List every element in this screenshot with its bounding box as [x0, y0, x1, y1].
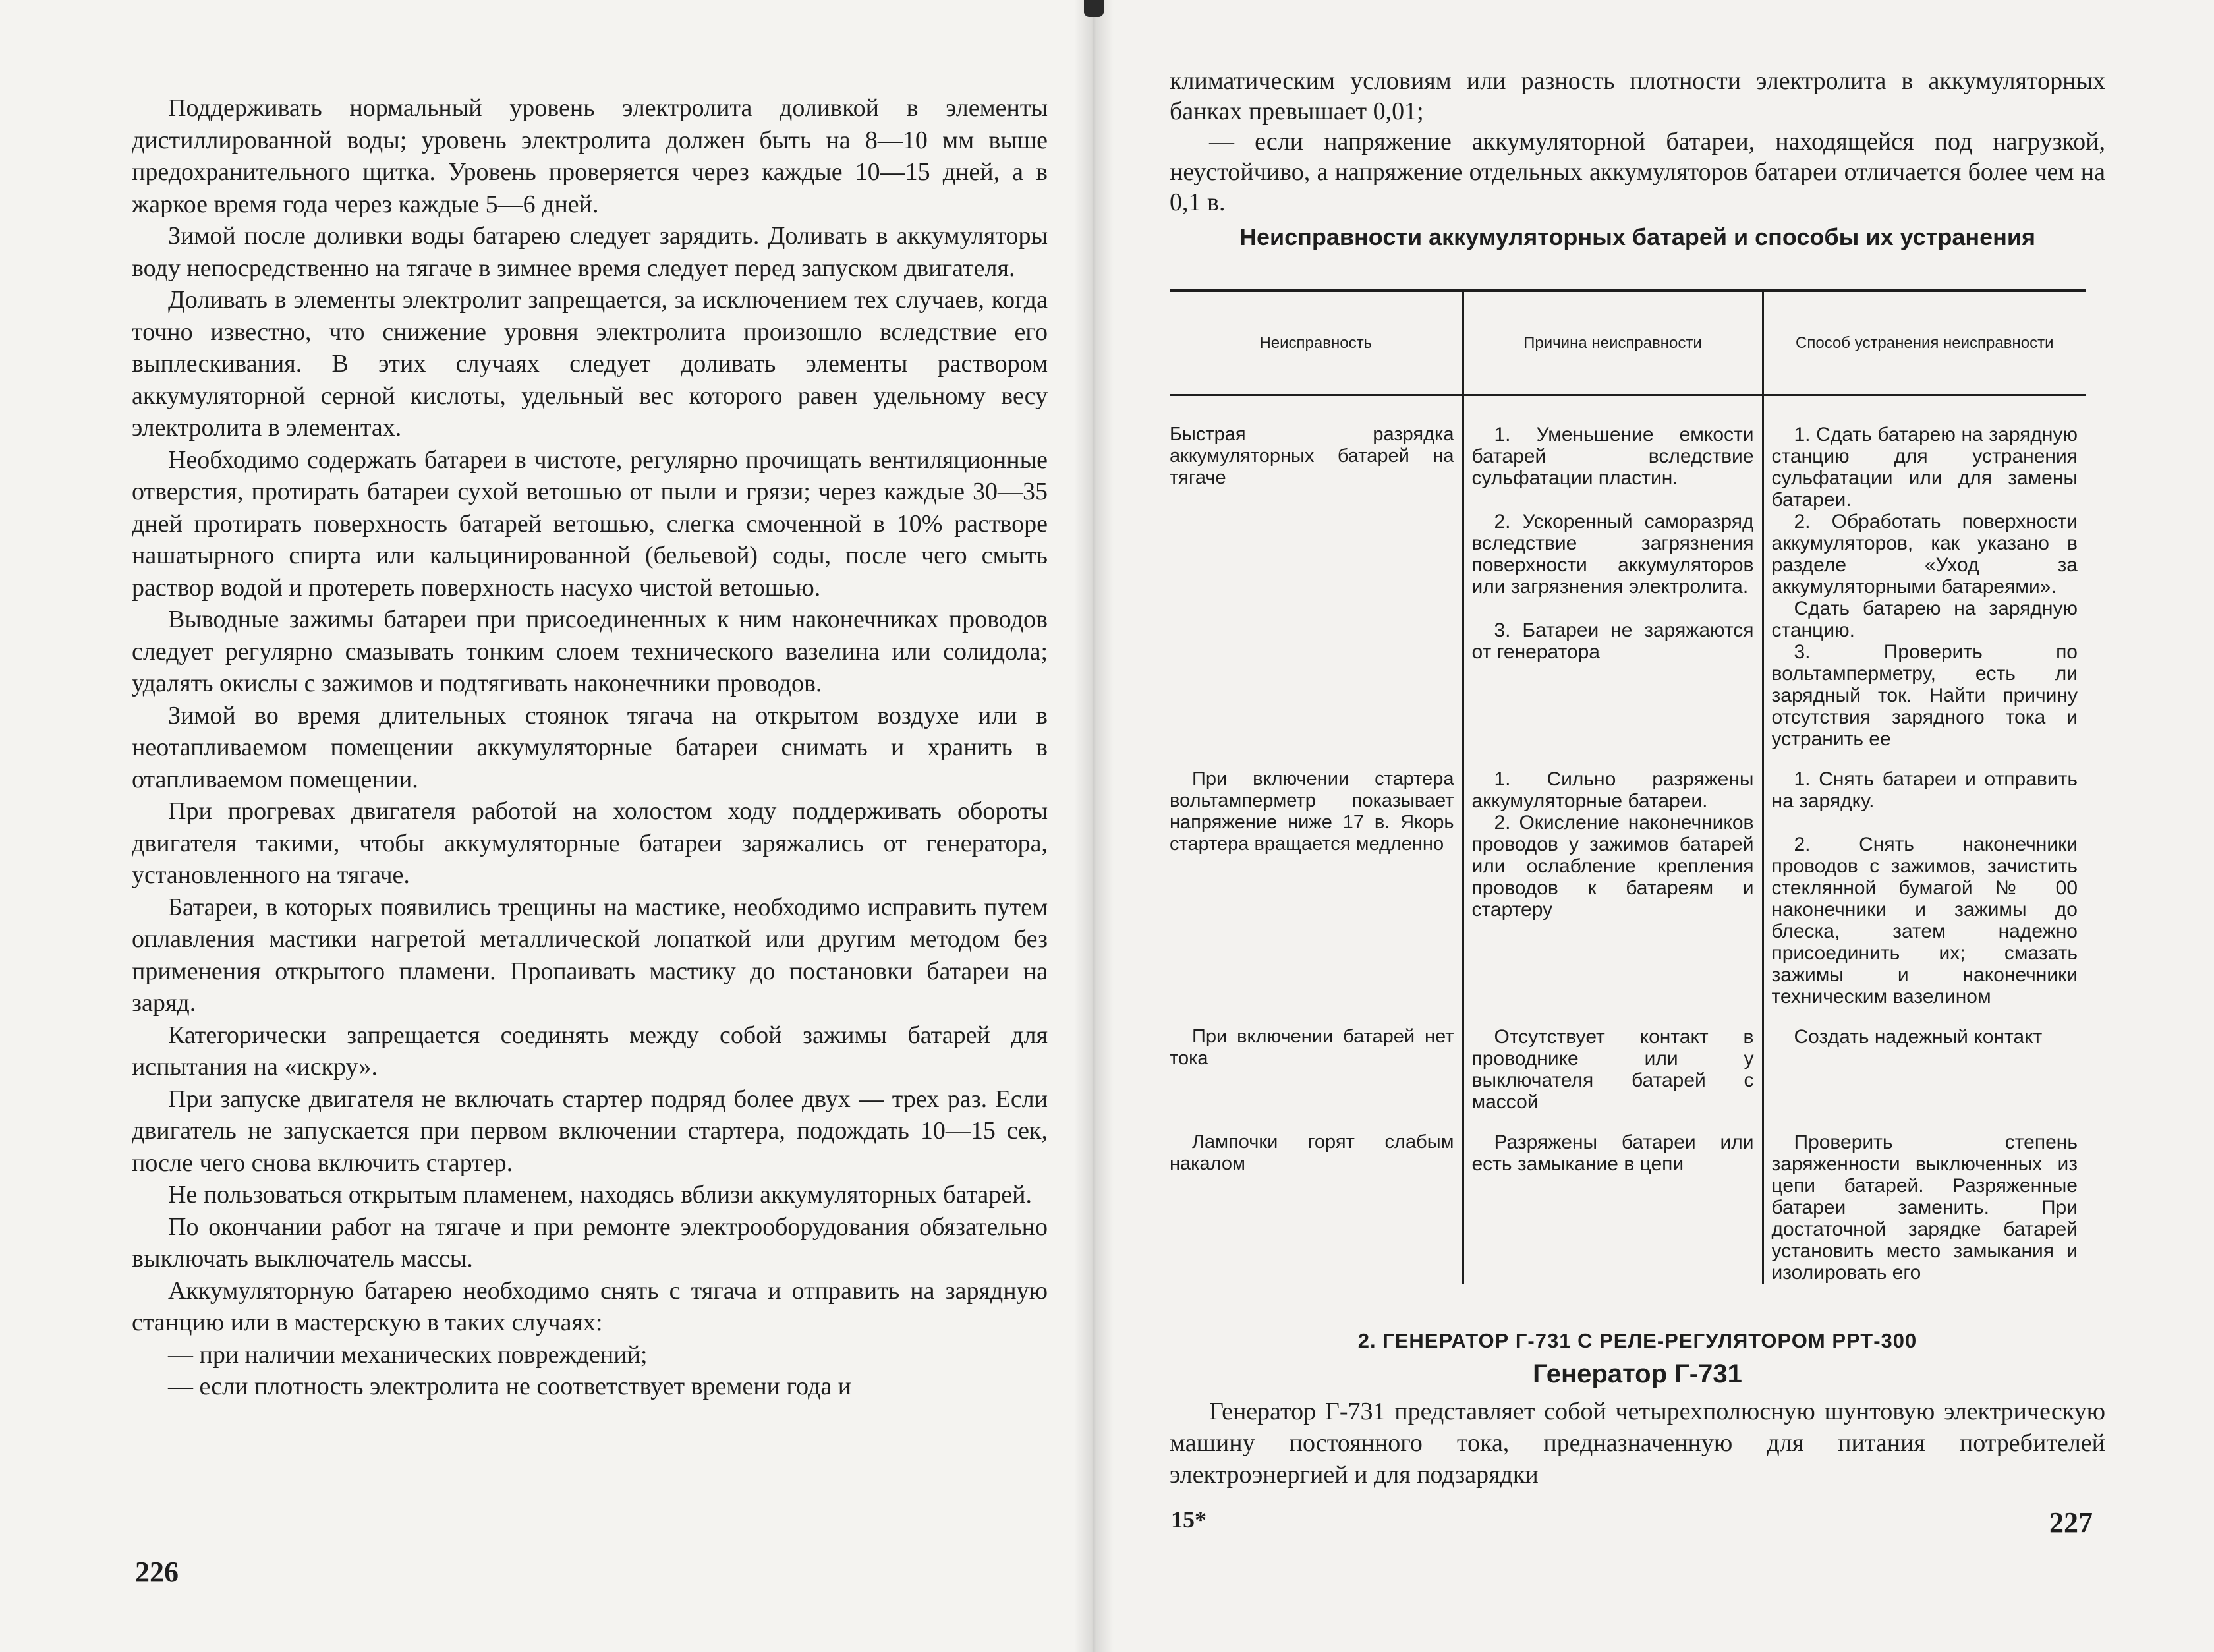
fault-text: При включении стартера вольтамперметр показывает напряжение ниже 17 в. Якорь стартера вращается медленно: [1170, 768, 1454, 855]
paragraph: Зимой во время длительных стоянок тягача на открытом воздухе или в неотапливаемом помещении аккумуляторные батареи снимать и хранить в отапливаемом помещении.: [132, 701, 1048, 793]
table-title: Неисправности аккумуляторных батарей и способы их устранения: [1239, 223, 2035, 250]
table-header-row: [1170, 291, 2086, 395]
list-item: — если напряжение аккумуляторной батареи, находящейся под нагрузкой, неустойчиво, а напряжение отдельных аккумуляторов батареи отличается более чем на 0,1 в.: [1170, 128, 2105, 216]
right-page-intro: [1170, 66, 2105, 217]
remedy-text: 2. Обработать поверхности аккумуляторов, как указано в разделе «Уход за аккумуляторными батареями».: [1771, 511, 2078, 598]
remedy-cell: [1763, 1008, 2086, 1113]
section-heading: 2. ГЕНЕРАТОР Г-731 С РЕЛЕ-РЕГУЛЯТОРОМ РРТ-300: [1357, 1329, 1917, 1352]
list-item: — если плотность электролита не соответствует времени года и: [168, 1373, 852, 1400]
fault-cell: [1170, 1008, 1463, 1113]
faults-table: [1170, 289, 2086, 1284]
fault-text: Лампочки горят слабым накалом: [1170, 1131, 1454, 1174]
column-header: Причина неисправности: [1463, 291, 1763, 395]
left-page-text: [132, 92, 1048, 1403]
remedy-text: 2. Снять наконечники проводов с зажимов, зачистить стеклянной бумагой № 00 наконечники и зажимы до блеска, затем надежно присоединить их; смазать зажимы и наконечники техническим вазелином: [1771, 834, 2078, 1008]
cause-cell: [1463, 1113, 1763, 1284]
cause-cell: [1463, 750, 1763, 1008]
cause-text: 1. Сильно разряжены аккумуляторные батареи.: [1471, 768, 1754, 812]
table-row: [1170, 1113, 2086, 1284]
remedy-text: 1. Снять батареи и отправить на зарядку.: [1771, 768, 2078, 812]
cause-text: Разряжены батареи или есть замыкание в цепи: [1471, 1131, 1754, 1175]
left-page: [0, 0, 1094, 1652]
remedy-cell: [1763, 750, 2086, 1008]
book-gutter: [1074, 0, 1114, 1652]
paragraph: климатическим условиям или разность плотности электролита в аккумуляторных банках превышает 0,01;: [1170, 67, 2105, 125]
column-header: Неисправность: [1170, 291, 1463, 395]
column-header: Способ устранения неисправности: [1763, 291, 2086, 395]
spine-shadow: [1084, 0, 1104, 17]
cause-text: 2. Ускоренный саморазряд вследствие загрязнения поверхности аккумуляторов или загрязнения электролита.: [1471, 511, 1754, 598]
paragraph: Выводные зажимы батареи при присоединенных к ним наконечниках проводов следует регулярно смазывать тонким слоем технического вазелина или солидола; удалять окислы с зажимов и подтягивать наконечники проводов.: [132, 606, 1048, 697]
fault-text: При включении батарей нет тока: [1170, 1026, 1454, 1069]
remedy-text: Сдать батарею на зарядную станцию.: [1771, 598, 2078, 641]
paragraph: По окончании работ на тягаче и при ремонте электрооборудования обязательно выключать выключатель массы.: [132, 1212, 1048, 1272]
remedy-text: 1. Сдать батарею на зарядную станцию для устранения сульфатации или для замены батареи.: [1771, 424, 2078, 511]
paragraph: Доливать в элементы электролит запрещается, за исключением тех случаев, когда точно известно, что снижение уровня электролита произошло вследствие его выплескивания. В этих случаях следует доливать элементы раствором аккумуляторной серной кислоты, удельный вес которого равен удельному весу электролита в элементах.: [132, 286, 1048, 441]
cause-text: 3. Батареи не заряжаются от генератора: [1471, 619, 1754, 663]
right-page: [1094, 0, 2214, 1652]
paragraph: Генератор Г-731 представляет собой четырехполюсную шунтовую электрическую машину постоянного тока, предназначенную для питания потребителей электроэнергией и для подзарядки: [1170, 1398, 2105, 1489]
remedy-cell: [1763, 1113, 2086, 1284]
cause-text: 2. Окисление наконечников проводов у зажимов батарей или ослабление крепления проводов к батареям и стартеру: [1471, 812, 1754, 921]
paragraph: Категорически запрещается соединять между собой зажимы батарей для испытания на «искру».: [132, 1021, 1048, 1081]
right-page-text: [1170, 1396, 2105, 1491]
page-number: 226: [135, 1556, 179, 1588]
paragraph: Батареи, в которых появились трещины на мастике, необходимо исправить путем оплавления мастики нагретой металлической лопаткой или другим методом без применения открытого пламени. Пропаивать мастику до постановки батареи на заряд.: [132, 893, 1048, 1017]
signature-mark: 15*: [1171, 1506, 1206, 1533]
fault-cell: [1170, 750, 1463, 1008]
table-row: [1170, 395, 2086, 751]
paragraph: При запуске двигателя не включать стартер подряд более двух — трех раз. Если двигатель не запускается при первом включении стартера, подождать 10—15 сек, после чего снова включить стартер.: [132, 1085, 1048, 1177]
cause-text: Отсутствует контакт в проводнике или у выключателя батарей с массой: [1471, 1026, 1754, 1113]
remedy-text: 3. Проверить по вольтамперметру, есть ли зарядный ток. Найти причину отсутствия зарядного тока и устранить ее: [1771, 641, 2078, 750]
table-row: [1170, 1008, 2086, 1113]
paragraph: Зимой после доливки воды батарею следует зарядить. Доливать в аккумуляторы воду непосредственно на тягаче в зимнее время следует перед запуском двигателя.: [132, 222, 1048, 282]
paragraph: Поддерживать нормальный уровень электролита доливкой в элементы дистиллированной воды; уровень электролита должен быть на 8—10 мм выше предохранительного щитка. Уровень проверяется через каждые 10—15 дней, а в жаркое время года через каждые 5—6 дней.: [132, 94, 1048, 218]
cause-cell: [1463, 395, 1763, 751]
table-row: [1170, 750, 2086, 1008]
fault-text: Быстрая разрядка аккумуляторных батарей на тягаче: [1170, 424, 1454, 488]
sub-heading: Генератор Г-731: [1533, 1359, 1742, 1388]
paragraph: При прогревах двигателя работой на холостом ходу поддерживать обороты двигателя такими, чтобы аккумуляторные батареи заряжались от генератора, установленного на тягаче.: [132, 797, 1048, 889]
cause-cell: [1463, 1008, 1763, 1113]
list-item: — при наличии механических повреждений;: [168, 1340, 648, 1369]
page-number: 227: [2049, 1506, 2093, 1539]
remedy-text: Проверить степень заряженности выключенных из цепи батарей. Разряженные батареи заменить. При достаточной зарядке батарей установить место замыкания и изолировать его: [1771, 1131, 2078, 1284]
paragraph: Аккумуляторную батарею необходимо снять с тягача и отправить на зарядную станцию или в мастерскую в таких случаях:: [132, 1276, 1048, 1336]
fault-cell: [1170, 395, 1463, 751]
remedy-text: Создать надежный контакт: [1794, 1026, 2043, 1048]
remedy-cell: [1763, 395, 2086, 751]
paragraph: Не пользоваться открытым пламенем, находясь вблизи аккумуляторных батарей.: [168, 1181, 1032, 1209]
cause-text: 1. Уменьшение емкости батарей вследствие сульфатации пластин.: [1471, 424, 1754, 489]
paragraph: Необходимо содержать батареи в чистоте, регулярно прочищать вентиляционные отверстия, протирать батареи сухой ветошью от пыли и грязи; через каждые 30—35 дней протирать поверхность батарей ветошью, слегка смоченной в 10% растворе нашатырного спирта или кальцинированной (бельевой) соды, после чего смыть раствор водой и протереть поверхность насухо чистой ветошью.: [132, 445, 1048, 602]
fault-cell: [1170, 1113, 1463, 1284]
